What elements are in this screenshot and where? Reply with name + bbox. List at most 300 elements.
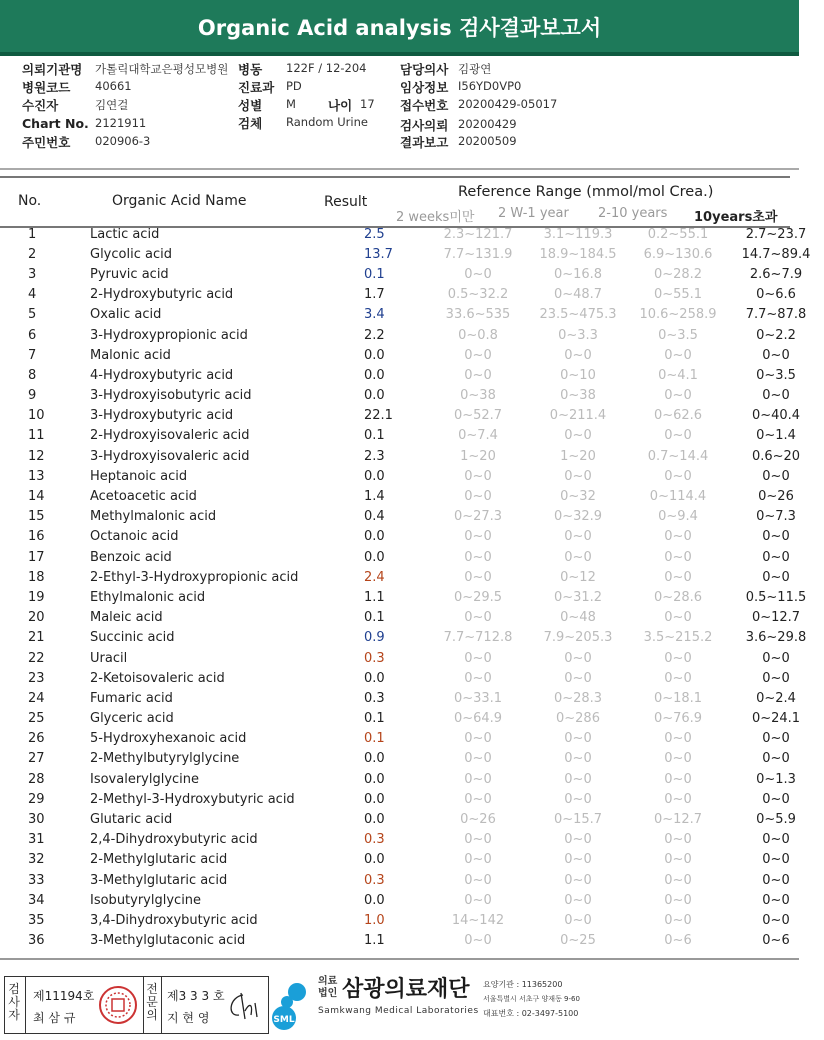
acid-name: 5-Hydroxyhexanoic acid bbox=[90, 731, 247, 747]
corp-label: 의료법인 bbox=[318, 976, 338, 999]
table-row bbox=[0, 648, 824, 668]
table-row bbox=[0, 466, 824, 486]
ref-2weeks: 0~38 bbox=[460, 388, 496, 404]
acid-name: Succinic acid bbox=[90, 630, 175, 646]
ref-2w-1year: 0~0 bbox=[564, 892, 592, 908]
sml-logo-text: SML bbox=[273, 1015, 295, 1025]
table-row bbox=[0, 446, 824, 466]
result-value: 0.0 bbox=[364, 529, 385, 545]
acid-name: Glutaric acid bbox=[90, 812, 173, 828]
table-row bbox=[0, 587, 824, 607]
ref-2weeks: 0~0 bbox=[464, 529, 492, 545]
ref-2-10years: 0~76.9 bbox=[653, 711, 703, 727]
table-row bbox=[0, 507, 824, 527]
table-row bbox=[0, 749, 824, 769]
acid-name: Malonic acid bbox=[90, 347, 171, 363]
ref-2weeks: 0~0.8 bbox=[458, 327, 498, 343]
acid-name: Benzoic acid bbox=[90, 549, 172, 565]
ref-2w-1year: 0~3.3 bbox=[558, 327, 598, 343]
table-row bbox=[0, 305, 824, 325]
row-number: 16 bbox=[28, 529, 45, 545]
row-number: 21 bbox=[28, 630, 45, 646]
ref-10years: 0~40.4 bbox=[751, 408, 801, 424]
ref-10years: 0~0 bbox=[762, 731, 790, 747]
patient-value: 김연걸 bbox=[95, 98, 129, 112]
row-number: 31 bbox=[28, 832, 45, 848]
ref-2w-1year: 18.9~184.5 bbox=[539, 246, 617, 262]
result-value: 1.0 bbox=[364, 912, 385, 928]
acid-name: Glycolic acid bbox=[90, 246, 172, 262]
acid-name: 3-Hydroxyisovaleric acid bbox=[90, 448, 250, 464]
ref-10years: 0~0 bbox=[762, 791, 790, 807]
result-value: 0.1 bbox=[364, 711, 385, 727]
specialist-name: 지 현 영 bbox=[167, 1011, 210, 1025]
table-row bbox=[0, 608, 824, 628]
result-value: 0.4 bbox=[364, 509, 385, 525]
row-number: 8 bbox=[28, 367, 37, 383]
ref-2w-1year: 0~0 bbox=[564, 912, 592, 928]
acid-name: Pyruvic acid bbox=[90, 266, 169, 282]
header-name: Organic Acid Name bbox=[112, 193, 247, 209]
ref-2w-1year: 1~20 bbox=[560, 448, 596, 464]
ref-2weeks: 0~0 bbox=[464, 771, 492, 787]
hospital-code-label: 병원코드 bbox=[22, 80, 71, 95]
table-row bbox=[0, 547, 824, 567]
signature-box bbox=[4, 976, 269, 1034]
ref-2-10years: 0~12.7 bbox=[653, 812, 703, 828]
row-number: 29 bbox=[28, 791, 45, 807]
row-number: 5 bbox=[28, 307, 37, 323]
header-2w-1year: 2 W-1 year bbox=[498, 206, 569, 221]
result-value: 0.0 bbox=[364, 367, 385, 383]
ref-2weeks: 0~0 bbox=[464, 731, 492, 747]
title-bar bbox=[0, 0, 799, 56]
ref-2weeks: 0~0 bbox=[464, 569, 492, 585]
result-value: 0.3 bbox=[364, 650, 385, 666]
ref-2-10years: 0~0 bbox=[664, 791, 692, 807]
row-number: 11 bbox=[28, 428, 45, 444]
doctor-label: 담당의사 bbox=[400, 62, 449, 77]
row-number: 14 bbox=[28, 489, 45, 505]
result-value: 0.0 bbox=[364, 468, 385, 484]
ref-10years: 0~0 bbox=[762, 569, 790, 585]
ref-2w-1year: 0~0 bbox=[564, 549, 592, 565]
id-label: 주민번호 bbox=[22, 135, 71, 150]
ref-2w-1year: 0~0 bbox=[564, 650, 592, 666]
result-value: 0.0 bbox=[364, 388, 385, 404]
ref-10years: 0.6~20 bbox=[751, 448, 801, 464]
sml-logo-icon bbox=[270, 978, 318, 1030]
ref-10years: 0.5~11.5 bbox=[745, 589, 807, 605]
result-value: 0.0 bbox=[364, 549, 385, 565]
org-address: 서울특별시 서초구 양재동 9-60 bbox=[483, 995, 580, 1003]
table-row bbox=[0, 325, 824, 345]
acid-name: Heptanoic acid bbox=[90, 468, 188, 484]
table-row bbox=[0, 285, 824, 305]
table-row bbox=[0, 486, 824, 506]
header-10years: 10years초과 bbox=[694, 210, 778, 225]
row-number: 23 bbox=[28, 670, 45, 686]
report-date-value: 20200509 bbox=[458, 134, 517, 148]
table-header bbox=[0, 176, 790, 228]
ref-2weeks: 0~7.4 bbox=[458, 428, 498, 444]
ref-10years: 0~0 bbox=[762, 872, 790, 888]
table-row bbox=[0, 668, 824, 688]
ref-2w-1year: 0~10 bbox=[560, 367, 596, 383]
row-number: 13 bbox=[28, 468, 45, 484]
header-result: Result bbox=[324, 194, 368, 210]
ref-10years: 0~0 bbox=[762, 892, 790, 908]
ref-2w-1year: 3.1~119.3 bbox=[543, 226, 613, 242]
ref-2-10years: 0~4.1 bbox=[658, 367, 698, 383]
table-row bbox=[0, 910, 824, 930]
org-code: 요양기관 : 11365200 bbox=[483, 980, 563, 989]
ref-2w-1year: 0~32 bbox=[560, 489, 596, 505]
receipt-label: 접수번호 bbox=[400, 98, 449, 113]
row-number: 10 bbox=[28, 408, 45, 424]
results-table bbox=[0, 224, 824, 951]
result-value: 2.4 bbox=[364, 569, 385, 585]
table-row bbox=[0, 931, 824, 951]
result-value: 0.1 bbox=[364, 428, 385, 444]
specimen-label: 검체 bbox=[238, 116, 263, 131]
acid-name: Ethylmalonic acid bbox=[90, 589, 206, 605]
specialist-signature bbox=[223, 989, 263, 1023]
acid-name: 2-Hydroxyisovaleric acid bbox=[90, 428, 250, 444]
ref-2w-1year: 0~15.7 bbox=[553, 812, 603, 828]
ref-2w-1year: 0~28.3 bbox=[553, 690, 603, 706]
result-value: 0.1 bbox=[364, 610, 385, 626]
ref-2-10years: 0~114.4 bbox=[649, 489, 707, 505]
ref-2w-1year: 0~0 bbox=[564, 771, 592, 787]
acid-name: Lactic acid bbox=[90, 226, 160, 242]
result-value: 0.0 bbox=[364, 892, 385, 908]
chart-no-value: 2121911 bbox=[95, 116, 147, 130]
ref-2weeks: 0~27.3 bbox=[453, 509, 503, 525]
acid-name: Oxalic acid bbox=[90, 307, 162, 323]
ref-2w-1year: 0~286 bbox=[556, 711, 600, 727]
ref-2weeks: 0~0 bbox=[464, 751, 492, 767]
clinical-label: 임상정보 bbox=[400, 80, 449, 95]
ref-2weeks: 0~0 bbox=[464, 610, 492, 626]
ref-2weeks: 0~0 bbox=[464, 892, 492, 908]
ref-10years: 0~0 bbox=[762, 388, 790, 404]
row-number: 22 bbox=[28, 650, 45, 666]
row-number: 32 bbox=[28, 852, 45, 868]
institution-label: 의뢰기관명 bbox=[22, 62, 83, 77]
row-number: 7 bbox=[28, 347, 37, 363]
ref-10years: 0~0 bbox=[762, 468, 790, 484]
result-value: 3.4 bbox=[364, 307, 385, 323]
org-phone: 대표번호 : 02-3497-5100 bbox=[483, 1009, 579, 1018]
ref-10years: 0~0 bbox=[762, 751, 790, 767]
result-value: 1.4 bbox=[364, 489, 385, 505]
row-number: 30 bbox=[28, 812, 45, 828]
ref-2weeks: 0~0 bbox=[464, 872, 492, 888]
ref-2-10years: 0~0 bbox=[664, 670, 692, 686]
ref-10years: 0~0 bbox=[762, 650, 790, 666]
acid-name: Isobutyrylglycine bbox=[90, 892, 202, 908]
age-value: 17 bbox=[360, 97, 375, 111]
result-value: 2.3 bbox=[364, 448, 385, 464]
ref-2w-1year: 0~0 bbox=[564, 751, 592, 767]
acid-name: 2-Ketoisovaleric acid bbox=[90, 670, 225, 686]
row-number: 28 bbox=[28, 771, 45, 787]
acid-name: 2-Methyl-3-Hydroxybutyric acid bbox=[90, 791, 295, 807]
ref-2weeks: 0~0 bbox=[464, 832, 492, 848]
ref-2weeks: 14~142 bbox=[451, 912, 505, 928]
acid-name: 2-Methylglutaric acid bbox=[90, 852, 228, 868]
result-value: 1.1 bbox=[364, 933, 385, 949]
table-row bbox=[0, 870, 824, 890]
ref-2w-1year: 0~38 bbox=[560, 388, 596, 404]
ref-2w-1year: 0~0 bbox=[564, 347, 592, 363]
sex-label: 성별 bbox=[238, 98, 263, 113]
acid-name: Isovalerylglycine bbox=[90, 771, 200, 787]
ref-2-10years: 0~0 bbox=[664, 912, 692, 928]
ref-10years: 0~24.1 bbox=[751, 711, 801, 727]
ref-2-10years: 0~0 bbox=[664, 388, 692, 404]
ref-2w-1year: 0~32.9 bbox=[553, 509, 603, 525]
ref-2weeks: 7.7~131.9 bbox=[443, 246, 513, 262]
result-value: 0.3 bbox=[364, 690, 385, 706]
ref-2-10years: 0~62.6 bbox=[653, 408, 703, 424]
ref-2w-1year: 0~0 bbox=[564, 791, 592, 807]
ref-10years: 0~2.2 bbox=[756, 327, 796, 343]
ref-2-10years: 0~0 bbox=[664, 650, 692, 666]
ref-2-10years: 3.5~215.2 bbox=[643, 630, 713, 646]
result-value: 0.0 bbox=[364, 751, 385, 767]
examiner-seal bbox=[97, 983, 139, 1027]
ref-10years: 0~6 bbox=[762, 933, 790, 949]
examiner-number: 제11194호 bbox=[33, 989, 95, 1003]
ref-2w-1year: 0~0 bbox=[564, 529, 592, 545]
ref-2-10years: 0~28.6 bbox=[653, 589, 703, 605]
ref-2w-1year: 0~31.2 bbox=[553, 589, 603, 605]
ref-10years: 2.7~23.7 bbox=[745, 226, 807, 242]
row-number: 25 bbox=[28, 711, 45, 727]
row-number: 36 bbox=[28, 933, 45, 949]
row-number: 24 bbox=[28, 690, 45, 706]
row-number: 35 bbox=[28, 912, 45, 928]
ref-2weeks: 0~0 bbox=[464, 489, 492, 505]
table-row bbox=[0, 809, 824, 829]
request-value: 20200429 bbox=[458, 117, 517, 131]
result-value: 0.0 bbox=[364, 347, 385, 363]
ref-2w-1year: 0~48 bbox=[560, 610, 596, 626]
ref-10years: 0~0 bbox=[762, 670, 790, 686]
ref-10years: 14.7~89.4 bbox=[741, 246, 811, 262]
acid-name: 3-Methylglutaric acid bbox=[90, 872, 228, 888]
table-row bbox=[0, 224, 824, 244]
acid-name: 3-Methylglutaconic acid bbox=[90, 933, 246, 949]
acid-name: Methylmalonic acid bbox=[90, 509, 217, 525]
ref-2weeks: 0.5~32.2 bbox=[447, 287, 509, 303]
org-name: 삼광의료재단 bbox=[342, 977, 470, 1002]
table-row bbox=[0, 789, 824, 809]
table-row bbox=[0, 850, 824, 870]
ref-2w-1year: 0~0 bbox=[564, 832, 592, 848]
ref-2-10years: 0~3.5 bbox=[658, 327, 698, 343]
id-value: 020906-3 bbox=[95, 134, 151, 148]
result-value: 0.1 bbox=[364, 731, 385, 747]
ref-2-10years: 10.6~258.9 bbox=[639, 307, 717, 323]
ref-2-10years: 0~0 bbox=[664, 610, 692, 626]
table-row bbox=[0, 426, 824, 446]
ref-2w-1year: 0~0 bbox=[564, 731, 592, 747]
ref-2weeks: 0~29.5 bbox=[453, 589, 503, 605]
ref-2-10years: 0~0 bbox=[664, 569, 692, 585]
ref-2-10years: 0~0 bbox=[664, 529, 692, 545]
ref-2weeks: 2.3~121.7 bbox=[443, 226, 513, 242]
chart-no-label: Chart No. bbox=[22, 116, 89, 131]
table-row bbox=[0, 628, 824, 648]
patient-info-section bbox=[0, 56, 799, 170]
ref-10years: 0~26 bbox=[758, 489, 794, 505]
ref-2w-1year: 7.9~205.3 bbox=[543, 630, 613, 646]
ref-2-10years: 0~0 bbox=[664, 468, 692, 484]
row-number: 19 bbox=[28, 589, 45, 605]
acid-name: Uracil bbox=[90, 650, 128, 666]
acid-name: 2-Ethyl-3-Hydroxypropionic acid bbox=[90, 569, 299, 585]
ref-2w-1year: 0~48.7 bbox=[553, 287, 603, 303]
ref-2-10years: 0~0 bbox=[664, 549, 692, 565]
ref-2-10years: 0~0 bbox=[664, 771, 692, 787]
clinical-value: I56YD0VP0 bbox=[458, 79, 522, 93]
org-english-name: Samkwang Medical Laboratories bbox=[318, 1006, 479, 1016]
age-label: 나이 bbox=[328, 98, 353, 113]
table-row bbox=[0, 769, 824, 789]
acid-name: Maleic acid bbox=[90, 610, 163, 626]
result-value: 0.0 bbox=[364, 852, 385, 868]
ref-2-10years: 0~0 bbox=[664, 852, 692, 868]
ref-2-10years: 0~0 bbox=[664, 731, 692, 747]
table-row bbox=[0, 406, 824, 426]
result-value: 1.1 bbox=[364, 589, 385, 605]
header-reference-range: Reference Range (mmol/mol Crea.) bbox=[458, 184, 714, 200]
ref-10years: 0~2.4 bbox=[756, 690, 796, 706]
table-row bbox=[0, 365, 824, 385]
ref-2w-1year: 0~12 bbox=[560, 569, 596, 585]
table-row bbox=[0, 386, 824, 406]
ref-10years: 0~0 bbox=[762, 852, 790, 868]
ref-2w-1year: 0~0 bbox=[564, 852, 592, 868]
ref-2weeks: 0~0 bbox=[464, 266, 492, 282]
ref-10years: 0~7.3 bbox=[756, 509, 796, 525]
dept-label: 진료과 bbox=[238, 80, 275, 95]
ref-2-10years: 0.2~55.1 bbox=[647, 226, 709, 242]
row-number: 26 bbox=[28, 731, 45, 747]
ref-2-10years: 0~6 bbox=[664, 933, 692, 949]
ref-10years: 0~6.6 bbox=[756, 287, 796, 303]
ref-2weeks: 0~0 bbox=[464, 367, 492, 383]
ref-10years: 0~1.4 bbox=[756, 428, 796, 444]
ref-10years: 0~12.7 bbox=[751, 610, 801, 626]
ref-2weeks: 0~0 bbox=[464, 933, 492, 949]
ref-2weeks: 0~0 bbox=[464, 670, 492, 686]
ward-value: 122F / 12-204 bbox=[286, 61, 367, 75]
ref-2w-1year: 23.5~475.3 bbox=[539, 307, 617, 323]
row-number: 4 bbox=[28, 287, 37, 303]
ref-2weeks: 0~0 bbox=[464, 650, 492, 666]
row-number: 1 bbox=[28, 226, 37, 242]
result-value: 0.0 bbox=[364, 812, 385, 828]
specialist-number: 제3 3 3 호 bbox=[167, 989, 225, 1003]
ref-2weeks: 1~20 bbox=[460, 448, 496, 464]
ref-2w-1year: 0~25 bbox=[560, 933, 596, 949]
ref-2w-1year: 0~0 bbox=[564, 872, 592, 888]
acid-name: 2,4-Dihydroxybutyric acid bbox=[90, 832, 258, 848]
row-number: 3 bbox=[28, 266, 37, 282]
ref-2-10years: 0~55.1 bbox=[653, 287, 703, 303]
table-row bbox=[0, 830, 824, 850]
row-number: 20 bbox=[28, 610, 45, 626]
acid-name: 2-Methylbutyrylglycine bbox=[90, 751, 240, 767]
row-number: 17 bbox=[28, 549, 45, 565]
result-value: 22.1 bbox=[364, 408, 393, 424]
ref-10years: 3.6~29.8 bbox=[745, 630, 807, 646]
doctor-value: 김광연 bbox=[458, 62, 492, 76]
ref-2-10years: 0~0 bbox=[664, 751, 692, 767]
ref-2-10years: 0~28.2 bbox=[653, 266, 703, 282]
row-number: 15 bbox=[28, 509, 45, 525]
acid-name: Glyceric acid bbox=[90, 711, 174, 727]
ref-2w-1year: 0~0 bbox=[564, 428, 592, 444]
institution-value: 가톨릭대학교은평성모병원 bbox=[95, 62, 229, 76]
result-value: 0.3 bbox=[364, 872, 385, 888]
acid-name: Fumaric acid bbox=[90, 690, 173, 706]
ref-10years: 0~0 bbox=[762, 529, 790, 545]
table-row bbox=[0, 567, 824, 587]
table-row bbox=[0, 244, 824, 264]
result-value: 0.1 bbox=[364, 266, 385, 282]
row-number: 9 bbox=[28, 388, 37, 404]
acid-name: 2-Hydroxybutyric acid bbox=[90, 287, 234, 303]
result-value: 2.5 bbox=[364, 226, 385, 242]
ref-2-10years: 0~9.4 bbox=[658, 509, 698, 525]
table-row bbox=[0, 688, 824, 708]
result-value: 0.0 bbox=[364, 771, 385, 787]
ref-2-10years: 0~0 bbox=[664, 832, 692, 848]
row-number: 2 bbox=[28, 246, 37, 262]
ref-2-10years: 0~0 bbox=[664, 892, 692, 908]
row-number: 33 bbox=[28, 872, 45, 888]
specialist-label: 전문의 bbox=[146, 982, 158, 1022]
ref-2w-1year: 0~0 bbox=[564, 670, 592, 686]
ref-2weeks: 7.7~712.8 bbox=[443, 630, 513, 646]
ref-10years: 2.6~7.9 bbox=[749, 266, 803, 282]
ref-2-10years: 0~18.1 bbox=[653, 690, 703, 706]
specimen-value: Random Urine bbox=[286, 115, 368, 129]
footer bbox=[0, 970, 799, 1040]
examiner-label: 검사자 bbox=[8, 982, 20, 1022]
ref-2-10years: 0~0 bbox=[664, 428, 692, 444]
report-title: Organic Acid analysis 검사결과보고서 bbox=[197, 16, 602, 40]
ref-2weeks: 0~52.7 bbox=[453, 408, 503, 424]
acid-name: Octanoic acid bbox=[90, 529, 179, 545]
ref-2weeks: 0~0 bbox=[464, 852, 492, 868]
ref-2weeks: 0~64.9 bbox=[453, 711, 503, 727]
acid-name: 3,4-Dihydroxybutyric acid bbox=[90, 912, 258, 928]
row-number: 12 bbox=[28, 448, 45, 464]
ref-10years: 0~1.3 bbox=[756, 771, 796, 787]
row-number: 6 bbox=[28, 327, 37, 343]
row-number: 27 bbox=[28, 751, 45, 767]
ref-2-10years: 6.9~130.6 bbox=[643, 246, 713, 262]
examiner-name: 최 삼 규 bbox=[33, 1011, 76, 1025]
ref-10years: 0~0 bbox=[762, 347, 790, 363]
ref-10years: 0~3.5 bbox=[756, 367, 796, 383]
